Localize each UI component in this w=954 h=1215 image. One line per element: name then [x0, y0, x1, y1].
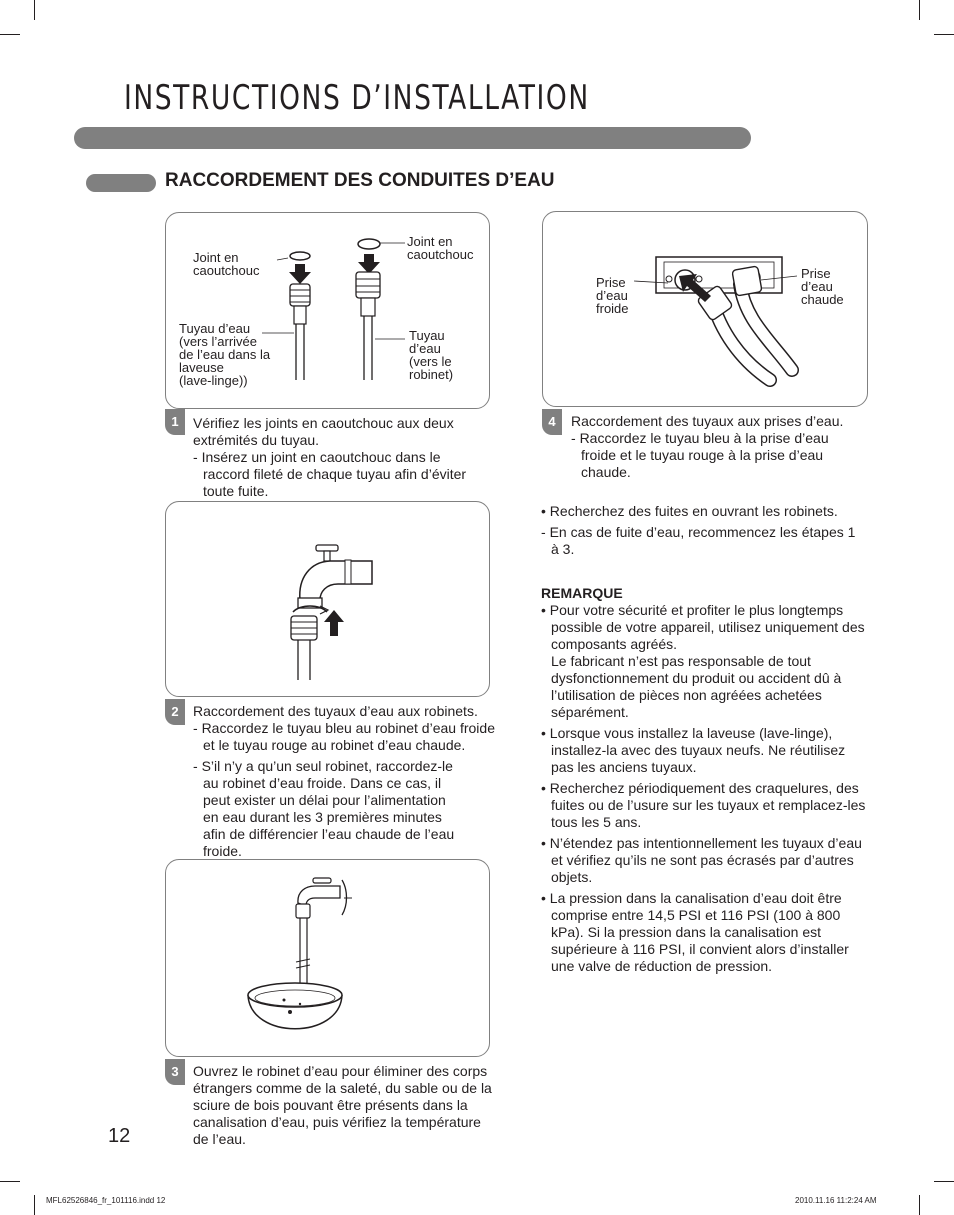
- step-1-badge: 1: [165, 409, 185, 435]
- step-3-text: Ouvrez le robinet d’eau pour éliminer des corps étrangers comme de la saleté, du sable ou de la sciure de bois pouvant être présents dans la canalisation d’eau, puis vérifiez la température de l’eau.: [193, 1063, 492, 1147]
- label-joint-left: Joint en caoutchouc: [193, 250, 260, 278]
- note-bullet-1-text: Pour votre sécurité et profiter le plus longtemps possible de votre appareil, utilisez uniquement des composants agréés.: [549, 602, 865, 652]
- label-joint-right: Joint en caoutchouc: [407, 234, 474, 262]
- step-2-sub2-text: S’il n’y a qu’un seul robinet, raccordez-le au robinet d’eau froide. Dans ce cas, il peut exister un délai pour l’alimentation en eau durant les 3 premières minutes afin de différencier l’eau chaude de l’eau froide.: [201, 758, 455, 859]
- step-4-text: [571, 413, 863, 481]
- note-bullet-2: • Lorsque vous installez la laveuse (lave-linge), installez-la avec des tuyaux neufs. Ne réutilisez pas les anciens tuyaux.: [541, 725, 846, 775]
- label-cold-inlet: Prise d’eau froide: [596, 275, 629, 316]
- step-1-sub: - Insérez un joint en caoutchouc dans le raccord fileté de chaque tuyau afin d’éviter toute fuite.: [193, 449, 467, 499]
- label-hot-inlet: Prise d’eau chaude: [801, 266, 844, 307]
- page-title: INSTRUCTIONS D’INSTALLATION: [124, 78, 590, 118]
- section-title: RACCORDEMENT DES CONDUITES D’EAU: [165, 170, 555, 191]
- note-bullet-4: • N’étendez pas intentionnellement les tuyaux d’eau et vérifiez qu’ils ne sont pas écrasés par d’autres objets.: [541, 835, 862, 885]
- step-2-badge: 2: [165, 699, 185, 725]
- step-1-sub-text: Insérez un joint en caoutchouc dans le raccord fileté de chaque tuyau afin d’éviter toute fuite.: [201, 449, 467, 499]
- leak-check-bullet: • Recherchez des fuites en ouvrant les robinets.: [541, 503, 838, 519]
- note-bullet-3: • Recherchez périodiquement des craquelures, des fuites ou de l’usure sur les tuyaux et remplacez-les tous les 5 ans.: [541, 780, 866, 830]
- step-3-badge: 3: [165, 1059, 185, 1085]
- note-bullet-5-text: La pression dans la canalisation d’eau doit être comprise entre 14,5 PSI et 116 PSI (100 à 800 kPa). Si la pression dans la canalisation est supérieure à 116 PSI, il convient alors d’installer une valve de réduction de pression.: [549, 890, 849, 974]
- leak-check-bullet-text: Recherchez des fuites en ouvrant les robinets.: [549, 503, 838, 519]
- footer-timestamp: 2010.11.16 11:2:24 AM: [795, 1196, 877, 1205]
- note-bullet-2-text: Lorsque vous installez la laveuse (lave-linge), installez-la avec des tuyaux neufs. Ne réutilisez pas les anciens tuyaux.: [549, 725, 846, 775]
- footer-file: MFL62526846_fr_101116.indd 12: [46, 1196, 166, 1205]
- step-4-main: Raccordement des tuyaux aux prises d’eau.: [571, 413, 844, 429]
- step-4-sub-text: Raccordez le tuyau bleu à la prise d’eau froide et le tuyau rouge à la prise d’eau chaude.: [579, 430, 829, 480]
- label-tuyau-right: Tuyau d’eau (vers le robinet): [409, 328, 454, 382]
- page-number: 12: [108, 1125, 131, 1147]
- step-4-sub: - Raccordez le tuyau bleu à la prise d’eau froide et le tuyau rouge à la prise d’eau chaude.: [571, 430, 829, 480]
- step-2-sub2: - S’il n’y a qu’un seul robinet, raccordez-le au robinet d’eau froide. Dans ce cas, il peut exister un délai pour l’alimentation en eau durant les 3 premières minutes afin de différencier l’eau chaude de l’eau froide.: [193, 758, 455, 859]
- note-title: REMARQUE: [541, 585, 623, 601]
- step-1-main: Vérifiez les joints en caoutchouc aux deux extrémités du tuyau.: [193, 415, 454, 448]
- label-tuyau-left: Tuyau d’eau (vers l’arrivée de l’eau dans la laveuse (lave-linge)): [179, 321, 271, 388]
- step-2-sub1: - Raccordez le tuyau bleu au robinet d’eau froide et le tuyau rouge au robinet d’eau chaude.: [193, 720, 495, 753]
- note-bullet-1: • Pour votre sécurité et profiter le plus longtemps possible de votre appareil, utilisez uniquement des composants agréés.: [541, 602, 865, 652]
- step-2-main: Raccordement des tuyaux d’eau aux robinets.: [193, 703, 478, 719]
- note-bullet-3-text: Recherchez périodiquement des craquelures, des fuites ou de l’usure sur les tuyaux et remplacez-les tous les 5 ans.: [549, 780, 866, 830]
- note-bullet-5: • La pression dans la canalisation d’eau doit être comprise entre 14,5 PSI et 116 PSI (100 à 800 kPa). Si la pression dans la canalisation est supérieure à 116 PSI, il convient alors d’installer une valve de réduction de pression.: [541, 890, 849, 974]
- step-4-badge: 4: [542, 409, 562, 435]
- leak-check: [541, 503, 867, 558]
- note-bullet-4-text: N’étendez pas intentionnellement les tuyaux d’eau et vérifiez qu’ils ne sont pas écrasés par d’autres objets.: [549, 835, 862, 885]
- note-bullet-1-cont: Le fabricant n’est pas responsable de tout dysfonctionnement du produit ou accident dû à l’utilisation de pièces non agréées achetées séparément.: [551, 653, 842, 720]
- note-block: [541, 585, 867, 975]
- leak-check-dash: - En cas de fuite d’eau, recommencez les étapes 1 à 3.: [541, 524, 856, 557]
- step-2-sub1-text: Raccordez le tuyau bleu au robinet d’eau froide et le tuyau rouge au robinet d’eau chaude.: [201, 720, 495, 753]
- leak-check-dash-text: En cas de fuite d’eau, recommencez les étapes 1 à 3.: [549, 524, 856, 557]
